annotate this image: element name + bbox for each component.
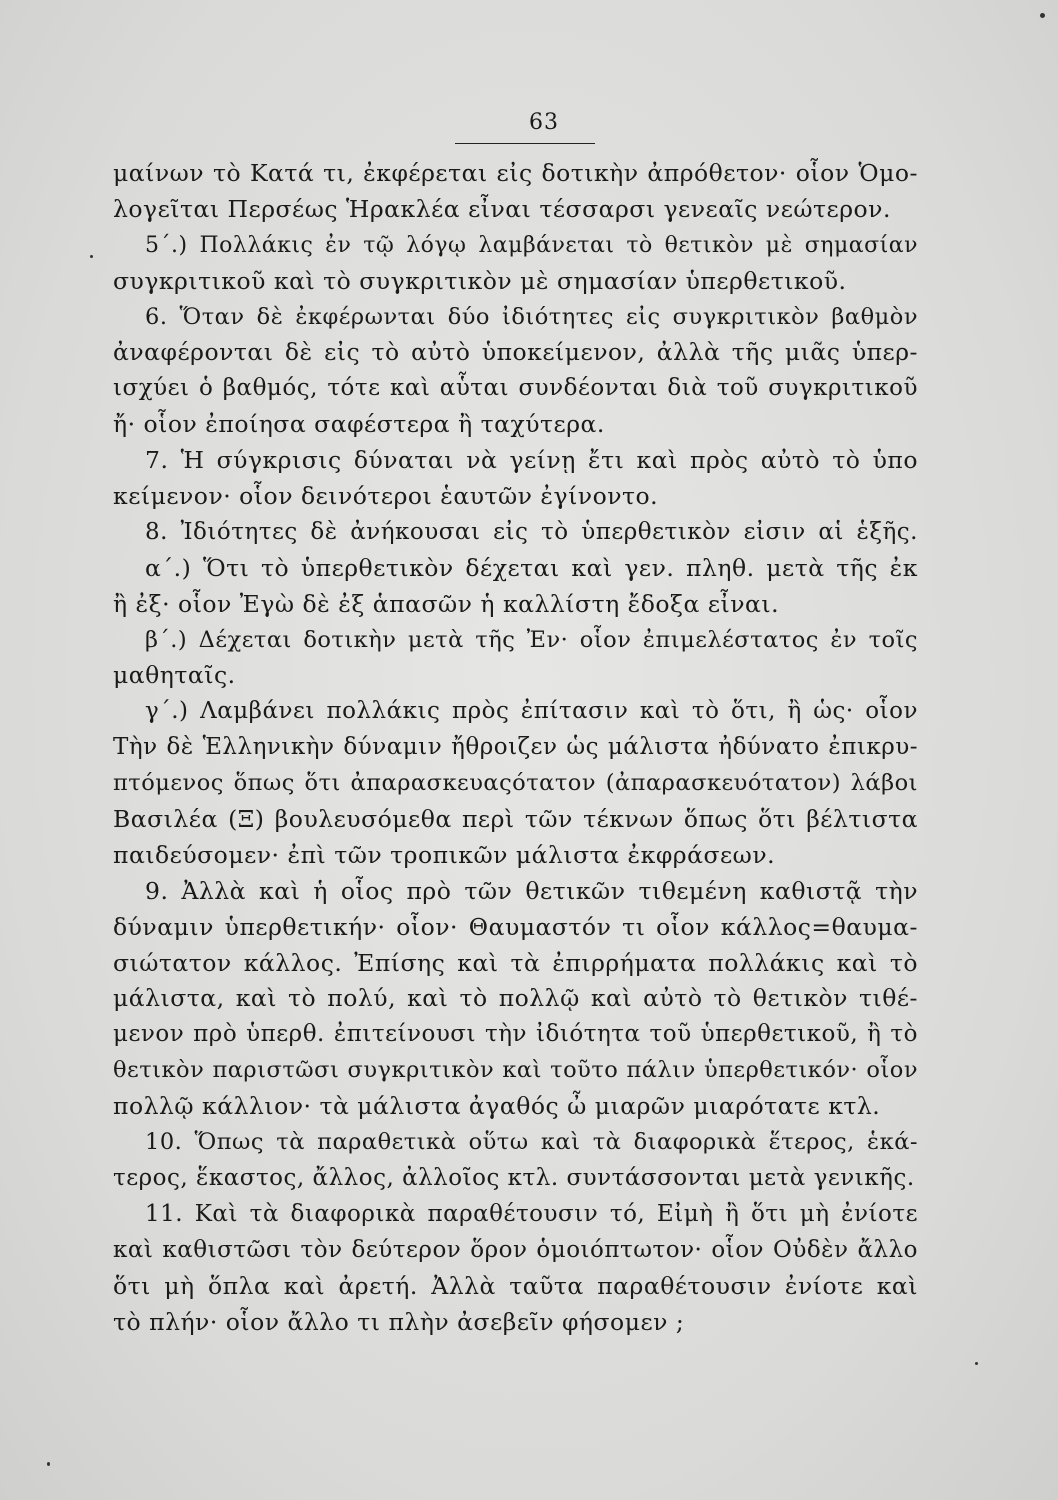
text-line: ἀναφέρονται δὲ εἰς τὸ αὐτὸ ὑποκείμενον, ἀλλὰ τῆς μιᾶς ὑπερ- <box>113 338 918 367</box>
text-line: πολλῷ κάλλιον· τὰ μάλιστα ἀγαθός ὦ μιαρῶν μιαρότατε κτλ. <box>113 1092 881 1121</box>
text-line: 11. Καὶ τὰ διαφορικὰ παραθέτουσιν τό, Εἰμὴ ἢ ὅτι μὴ ἐνίοτε <box>145 1200 918 1227</box>
text-line: λογεῖται Περσέως Ἡρακλέα εἶναι τέσσαρσι γενεαῖς νεώτερον. <box>113 194 891 223</box>
page-number: 63 <box>529 110 559 135</box>
text-line: γ΄.) Λαμβάνει πολλάκις πρὸς ἐπίτασιν καὶ τὸ ὅτι, ἢ ὡς· οἷον <box>145 698 918 725</box>
text-line: β΄.) Δέχεται δοτικὴν μετὰ τῆς Ἐν· οἷον ἐπιμελέστατος ἐν τοῖς <box>145 626 918 653</box>
page-number-rule <box>455 143 595 144</box>
text-line: 5΄.) Πολλάκις ἐν τῷ λόγῳ λαμβάνεται τὸ θετικὸν μὲ σημασίαν <box>145 232 918 258</box>
text-line: συγκριτικοῦ καὶ τὸ συγκριτικὸν μὲ σημασίαν ὑπερθετικοῦ. <box>113 266 847 295</box>
text-line: σιώτατον κάλλος. Ἐπίσης καὶ τὰ ἐπιρρήματα πολλάκις καὶ τὸ <box>113 948 918 977</box>
text-line: μάλιστα, καὶ τὸ πολύ, καὶ τὸ πολλῷ καὶ αὐτὸ τὸ θετικὸν τιθέ- <box>113 984 918 1013</box>
text-line: μαίνων τὸ Κατά τι, ἐκφέρεται εἰς δοτικὴν ἀπρόθετον· οἷον Ὁμο- <box>113 159 918 187</box>
paper-speck <box>90 255 93 258</box>
paper-speck <box>975 1362 978 1365</box>
text-line: μενον πρὸ ὑπερθ. ἐπιτείνουσι τὴν ἰδιότητα τοῦ ὑπερθετικοῦ, ἢ τὸ <box>113 1021 918 1048</box>
text-line: τερος, ἕκαστος, ἄλλος, ἀλλοῖος κτλ. συντάσσονται μετὰ γενικῆς. <box>113 1164 915 1191</box>
text-line: Τὴν δὲ Ἑλληνικὴν δύναμιν ἤθροιζεν ὡς μάλιστα ἠδύνατο ἐπικρυ- <box>113 734 918 761</box>
text-line: θετικὸν παριστῶσι συγκριτικὸν καὶ τοῦτο πάλιν ὑπερθετικόν· οἷον <box>113 1057 918 1084</box>
text-line: ἤ· οἷον ἐποίησα σαφέστερα ἢ ταχύτερα. <box>113 410 605 439</box>
text-line: 8. Ἰδιότητες δὲ ἀνήκουσαι εἰς τὸ ὑπερθετικὸν εἰσιν αἱ ἑξῆς. <box>145 518 918 545</box>
text-line: μαθηταῖς. <box>113 661 236 690</box>
paper-speck <box>47 1462 50 1466</box>
body-text <box>113 156 918 1340</box>
text-line: ισχύει ὁ βαθμός, τότε καὶ αὗται συνδέονται διὰ τοῦ συγκριτικοῦ <box>113 375 918 402</box>
text-line: 7. Ἡ σύγκρισις δύναται νὰ γείνῃ ἔτι καὶ πρὸς αὐτὸ τὸ ὑπο <box>145 446 918 475</box>
text-line: κείμενον· οἷον δεινότεροι ἑαυτῶν ἐγίνοντο. <box>113 482 659 511</box>
text-line: καὶ καθιστῶσι τὸν δεύτερον ὅρον ὁμοιόπτωτον· οἷον Οὐδὲν ἄλλο <box>113 1236 918 1263</box>
text-line: Βασιλέα (Ξ) βουλευσόμεθα περὶ τῶν τέκνων ὅπως ὅτι βέλτιστα <box>113 805 918 834</box>
text-line: 10. Ὅπως τὰ παραθετικὰ οὕτω καὶ τὰ διαφορικὰ ἕτερος, ἑκά- <box>145 1129 918 1156</box>
text-line: ἢ ἐξ· οἷον Ἐγὼ δὲ ἐξ ἁπασῶν ἡ καλλίστη ἔδοξα εἶναι. <box>113 589 780 618</box>
paper-speck <box>1040 13 1045 18</box>
text-line: 9. Ἀλλὰ καὶ ἡ οἷος πρὸ τῶν θετικῶν τιθεμένη καθιστᾷ τὴν <box>145 876 918 905</box>
text-line: τὸ πλήν· οἷον ἄλλο τι πλὴν ἀσεβεῖν φήσομεν ; <box>113 1307 685 1336</box>
text-line: πτόμενος ὅπως ὅτι ἀπαρασκευαςότατον (ἀπαρασκευότατον) λάβοι <box>113 770 918 797</box>
text-line: ὅτι μὴ ὅπλα καὶ ἀρετή. Ἀλλὰ ταῦτα παραθέτουσιν ἐνίοτε καὶ <box>113 1271 918 1300</box>
text-line: α΄.) Ὅτι τὸ ὑπερθετικὸν δέχεται καὶ γεν. πληθ. μετὰ τῆς ἐκ <box>145 553 918 582</box>
text-line: παιδεύσομεν· ἐπὶ τῶν τροπικῶν μάλιστα ἐκφράσεων. <box>113 840 776 869</box>
text-line: δύναμιν ὑπερθετικήν· οἷον· Θαυμαστόν τι οἷον κάλλος=θαυμα- <box>113 912 918 941</box>
text-line: 6. Ὅταν δὲ ἐκφέρωνται δύο ἰδιότητες εἰς συγκριτικὸν βαθμὸν <box>145 303 918 330</box>
